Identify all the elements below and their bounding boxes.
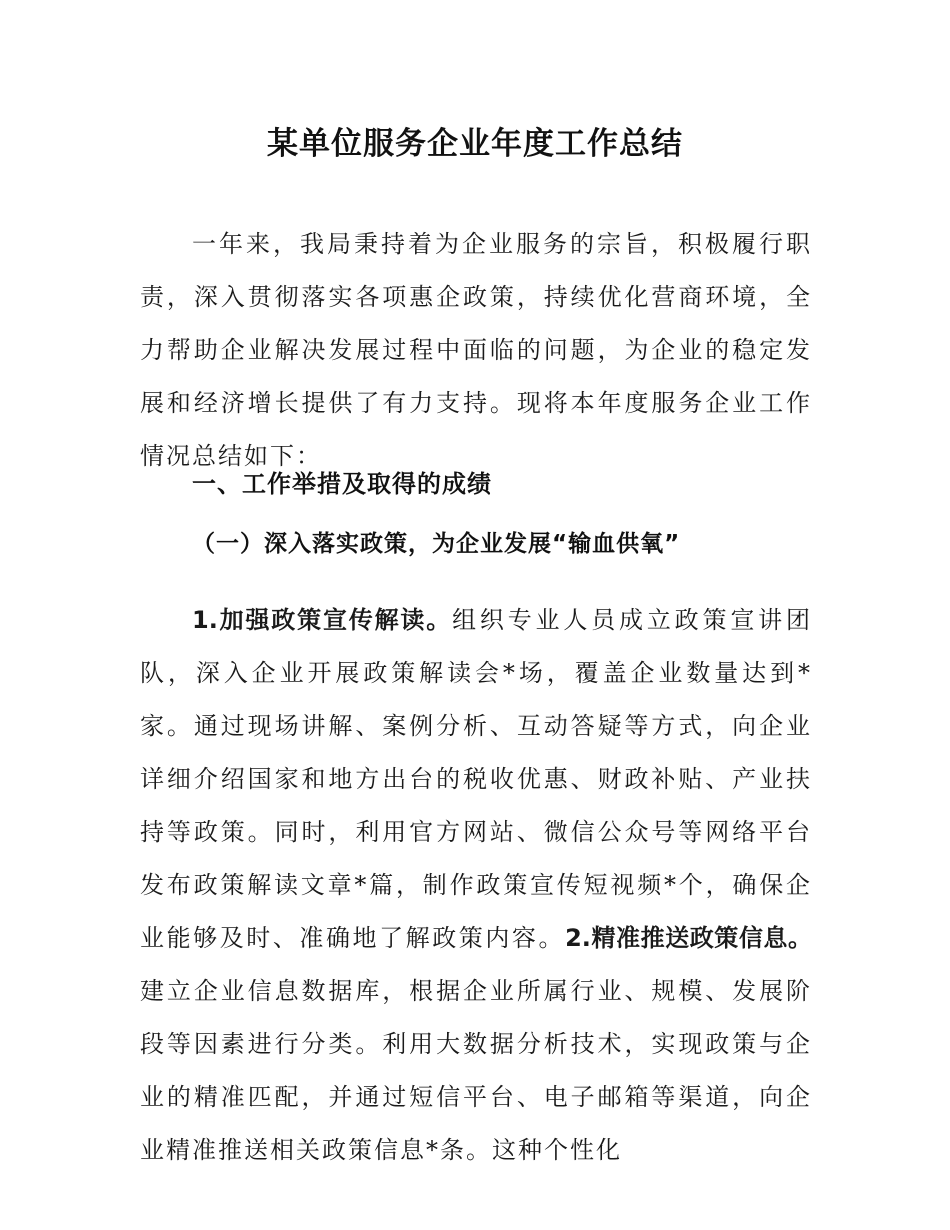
subsection-heading: （一）深入落实政策，为企业发展“输血供氧”	[192, 531, 681, 557]
item1-lead: 1.加强政策宣传解读。	[192, 606, 453, 634]
item2-text: 建立企业信息数据库，根据企业所属行业、规模、发展阶段等因素进行分类。利用大数据分析技术，实现政策与企业的精准匹配，并通过短信平台、电子邮箱等渠道，向企业精准推送相关政策信息*条。这种个性化	[140, 977, 812, 1164]
section-heading: 一、工作举措及取得的成绩	[192, 470, 492, 498]
item1-text: 组织专业人员成立政策宣讲团队，深入企业开展政策解读会*场，覆盖企业数量达到*家。通过现场讲解、案例分析、互动答疑等方式，向企业详细介绍国家和地方出台的税收优惠、财政补贴、产业扶持等政策。同时，利用官方网站、微信公众号等网络平台发布政策解读文章*篇，制作政策宣传短视频*个，确保企业能够及时、准确地了解政策内容。	[140, 606, 812, 952]
policy-paragraph	[140, 594, 812, 1177]
intro-paragraph: 一年来，我局秉持着为企业服务的宗旨，积极履行职责，深入贯彻落实各项惠企政策，持续优化营商环境，全力帮助企业解决发展过程中面临的问题，为企业的稳定发展和经济增长提供了有力支持。现将本年度服务企业工作情况总结如下：	[140, 230, 812, 470]
document-title: 某单位服务企业年度工作总结	[267, 126, 683, 162]
item2-lead: 2.精准推送政策信息。	[565, 924, 812, 952]
